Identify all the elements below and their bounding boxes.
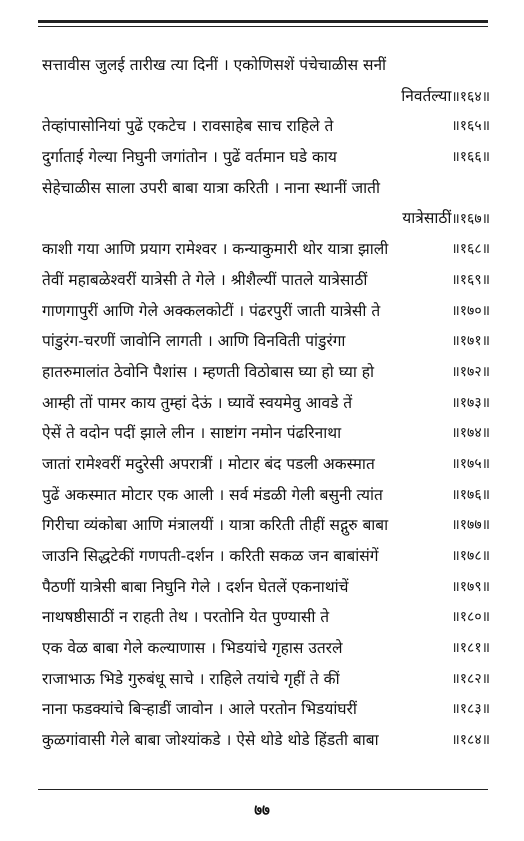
verse-line <box>42 296 490 327</box>
verse-text: जाउनि सिद्धटेकीं गणपती-दर्शन । करिती सकळ जन बाबांसंगें <box>42 547 379 565</box>
verse-line <box>42 449 490 480</box>
verse-text: नाना फडक्यांचे बिऱ्हाडीं जावोन । आले परतोन भिडयांघरीं <box>42 700 357 719</box>
top-rule-thin <box>38 26 488 27</box>
verse-number: ॥१७२॥ <box>451 363 490 380</box>
verse-line <box>42 234 490 265</box>
verse-line <box>42 725 490 756</box>
verse-text: तेवीं महाबळेश्वरीं यात्रेसी ते गेले । श्रीशैल्यीं पातले यात्रेसाठीं <box>42 270 368 289</box>
verse-text: पांडुरंग-चरणीं जावोनि लागती । आणि विनविती पांडुरंगा <box>42 332 346 351</box>
page-number: ७७ <box>254 801 270 819</box>
verse-number: ॥१७७॥ <box>451 517 490 534</box>
bottom-rule <box>38 789 488 790</box>
verse-number: ॥१७०॥ <box>451 302 490 319</box>
verse-list <box>42 50 490 756</box>
verse-number: ॥१७६॥ <box>451 486 490 503</box>
verse-number: ॥१८२॥ <box>451 670 490 687</box>
verse-number: ॥१८०॥ <box>451 609 490 626</box>
verse-number: ॥१८४॥ <box>451 732 490 749</box>
verse-number: ॥१७४॥ <box>451 425 490 442</box>
verse-text: गाणगापुरीं आणि गेले अक्कलकोटीं । पंढरपुरीं जाती यात्रेसी ते <box>42 301 381 320</box>
verse-text: नाथषष्ठीसाठीं न राहती तेथ । परतोनि येत पुण्यासी ते <box>42 608 330 627</box>
verse-number: ॥१७५॥ <box>451 455 490 472</box>
verse-line <box>42 510 490 541</box>
verse-text: दुर्गाताई गेल्या निघुनी जगांतोन । पुढें वर्तमान घडे काय <box>42 148 337 167</box>
verse-number: ॥१७९॥ <box>451 578 490 595</box>
verse-line <box>42 50 490 81</box>
verse-line <box>42 111 490 142</box>
verse-number: ॥१७८॥ <box>451 548 490 564</box>
verse-text: पैठणीं यात्रेसी बाबा निघुनि गेले । दर्शन घेतलें एकनाथांचें <box>42 577 349 596</box>
verse-number: ॥१७१॥ <box>451 333 490 350</box>
verse-line <box>42 418 490 449</box>
verse-text: सत्तावीस जुलई तारीख त्या दिनीं । एकोणिसशें पंचेचाळीस सनीं <box>42 56 387 74</box>
top-rule <box>38 20 488 23</box>
verse-number: ॥१६७॥ <box>451 211 490 228</box>
verse-number: ॥१६४॥ <box>451 88 490 105</box>
verse-text: हातरुमालांत ठेवोनि पैशांस । म्हणती विठोबास घ्या हो घ्या हो <box>42 362 375 381</box>
verse-number: ॥१६६॥ <box>451 149 490 166</box>
verse-text: आम्ही तों पामर काय तुम्हां देऊं । घ्यावें स्वयमेवु आवडे तें <box>42 393 353 412</box>
verse-line <box>42 81 490 112</box>
verse-text: गिरीचा व्यंकोबा आणि मंत्रालयीं । यात्रा करिती तीहीं सद्गुरु बाबा <box>42 516 389 535</box>
verse-line <box>42 541 490 572</box>
verse-number: ॥१६८॥ <box>451 241 490 258</box>
verse-text: काशी गया आणि प्रयाग रामेश्वर । कन्याकुमारी थोर यात्रा झाली <box>42 240 389 259</box>
verse-line <box>42 602 490 633</box>
verse-text: ऐसें ते वदोन पदीं झाले लीन । साष्टांग नमोन पंढरिनाथा <box>42 424 342 443</box>
verse-line <box>42 203 490 234</box>
verse-text: निवर्तल्या॥१६४॥ <box>401 86 490 105</box>
verse-number: ॥१७३॥ <box>451 394 490 411</box>
verse-line <box>42 694 490 725</box>
verse-number: ॥१८३॥ <box>451 701 490 718</box>
verse-text: कुळगांवासी गेले बाबा जोश्यांकडे । ऐसे थोडे थोडे हिंडती बाबा <box>42 731 379 750</box>
verse-line <box>42 480 490 511</box>
verse-line <box>42 664 490 695</box>
verse-text: यात्रेसाठीं॥१६७॥ <box>402 209 490 228</box>
verse-text: तेव्हांपासोनियां पुढें एकटेच । रावसाहेब साच राहिले ते <box>42 117 334 136</box>
verse-line <box>42 572 490 603</box>
verse-line <box>42 357 490 388</box>
verse-number: ॥१८१॥ <box>451 640 490 657</box>
verse-number: ॥१६५॥ <box>451 118 490 135</box>
verse-line <box>42 326 490 357</box>
verse-text: सेहेचाळीस साला उपरी बाबा यात्रा करिती । नाना स्थानीं जाती <box>42 178 380 197</box>
verse-line <box>42 173 490 204</box>
verse-text: पुढें अकस्मात मोटार एक आली । सर्व मंडळी गेली बसुनी त्यांत <box>42 485 383 504</box>
verse-line <box>42 388 490 419</box>
verse-text: जातां रामेश्वरीं मदुरेसी अपरात्रीं । मोटार बंद पडली अकस्मात <box>42 454 375 473</box>
verse-text: राजाभाऊ भिडे गुरुबंधू साचे । राहिले तयांचे गृहीं ते कीं <box>42 669 340 688</box>
verse-line <box>42 265 490 296</box>
verse-text: एक वेळ बाबा गेले कल्याणास । भिडयांचे गृहास उतरले <box>42 639 343 658</box>
verse-number: ॥१६९॥ <box>451 271 490 288</box>
verse-line <box>42 633 490 664</box>
verse-line <box>42 142 490 173</box>
